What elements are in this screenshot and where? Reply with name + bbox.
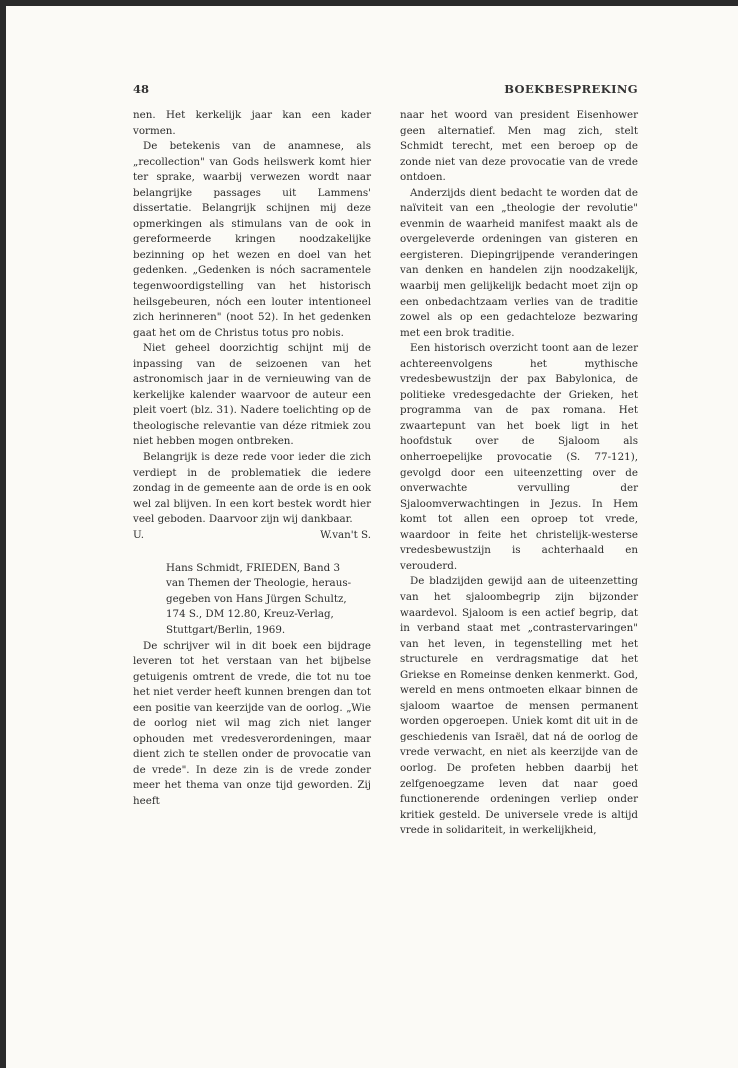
bibliography-line: gegeben von Hans Jürgen Schultz, <box>166 592 347 605</box>
scan-edge-left <box>0 0 6 1068</box>
paragraph: De betekenis van de anamnese, als „recollection" van Gods heilswerk komt hier ter sprake, waarbij verwezen wordt naar belangrijke passages uit Lammens' dissertatie. Belangrijk schijnen mij deze opmerkingen als stimulans van de ook in gereformeerde kringen noodzakelijke bezinning op het wezen en doel van het gedenken. „Gedenken is nóch sacramentele tegenwoordigstelling van het historisch heilsgebeuren, nóch een louter intentioneel zich herinneren" (noot 52). In het gedenken gaat het om de Christus totus pro nobis. <box>133 140 371 339</box>
bibliography-line: Stuttgart/Berlin, 1969. <box>166 623 286 636</box>
paragraph: Niet geheel doorzichtig schijnt mij de inpassing van de seizoenen van het astronomisch jaar in de vernieuwing van de kerkelijke kalender waarvoor de auteur een pleit voert (blz. 31). Nadere toelichting op de theologische relevantie van déze ritmiek zou niet hebben mogen ontbreken. <box>133 342 371 448</box>
bibliographic-entry <box>166 561 371 639</box>
scan-edge-top <box>0 0 738 6</box>
bibliography-line: van Themen der Theologie, heraus- <box>166 577 352 590</box>
paragraph: naar het woord van president Eisenhower geen alternatief. Men mag zich, stelt Schmidt terecht, met een beroep op de zonde niet van deze provocatie van de vrede ontdoen. <box>400 109 638 184</box>
paragraph: De schrijver wil in dit boek een bijdrage leveren tot het verstaan van het bijbelse getuigenis omtrent de vrede, die tot nu toe het niet verder heeft kunnen brengen dan tot een positie van keerzijde van de oorlog. „Wie de oorlog niet wil mag zich niet langer ophouden met vredesverordeningen, maar dient zich te stellen onder de provocatie van de vrede". In deze zin is de vrede zonder meer het thema van onze tijd geworden. Zij heeft <box>133 639 371 807</box>
paragraph: Een historisch overzicht toont aan de lezer achtereenvolgens het mythische vredesbewustzijn der pax Babylonica, de politieke vredesgedachte der Grieken, het programma van de pax romana. Het zwaartepunt van het boek ligt in het hoofdstuk over de Sjaloom als onherroepelijke provocatie (S. 77-121), gevolgd door een uiteenzetting over de onverwachte vervulling der Sjaloomverwachtingen in Jezus. In Hem komt tot allen een oproep tot vrede, waardoor in feite het christelijk-westerse vredesbewustzijn is achterhaald en verouderd. <box>400 342 638 572</box>
paragraph: De bladzijden gewijd aan de uiteenzetting van het sjaloombegrip zijn bijzonder waardevol. Sjaloom is een actief begrip, dat in verband staat met „contrastervaringen" van het leven, in tegenstelling met het structurele en verdragsmatige dat het Griekse en Romeinse denken kenmerkt. God, wereld en mens ontmoeten elkaar binnen de sjaloom waartoe de mensen permanent worden opgeroepen. Uniek komt dit uit in de geschiedenis van Israël, dat ná de oorlog de vrede verwacht, en niet als keerzijde van de oorlog. De profeten hebben daarbij het zelfgenoegzame leven dat naar goed functionerende ordeningen verliep onder kritiek gesteld. De universele vrede is altijd vrede in solidariteit, in werkelijkheid, <box>400 575 638 837</box>
running-title: BOEKBESPREKING <box>504 82 638 96</box>
bibliography-line: 174 S., DM 12.80, Kreuz-Verlag, <box>166 608 334 621</box>
paragraph: Anderzijds dient bedacht te worden dat de naïviteit van een „theologie der revolutie" evenmin de waarheid manifest maakt als de overgeleverde ordeningen van gisteren en eergisteren. Diepingrijpende veranderingen van denken en handelen zijn noodzakelijk, waarbij men gelijkelijk bedacht moet zijn op een onbedachtzaam verlies van de traditie zowel als op een gedachteloze bezwaring met een brok traditie. <box>400 186 638 339</box>
bibliography-line: Hans Schmidt, FRIEDEN, Band 3 <box>166 561 340 574</box>
signature-initial: U. <box>133 528 145 541</box>
page-number: 48 <box>133 82 150 96</box>
page-header <box>133 82 638 98</box>
left-column <box>133 108 371 810</box>
paragraph: nen. Het kerkelijk jaar kan een kader vormen. <box>133 109 371 137</box>
right-column <box>400 108 638 839</box>
signature <box>133 528 371 544</box>
signature-author: W.van't S. <box>320 528 371 541</box>
paragraph: Belangrijk is deze rede voor ieder die zich verdiept in de problematiek die iedere zondag in de gemeente aan de orde is en ook wel zal blijven. In een kort bestek wordt hier veel geboden. Daarvoor zijn wij dankbaar. <box>133 451 371 526</box>
